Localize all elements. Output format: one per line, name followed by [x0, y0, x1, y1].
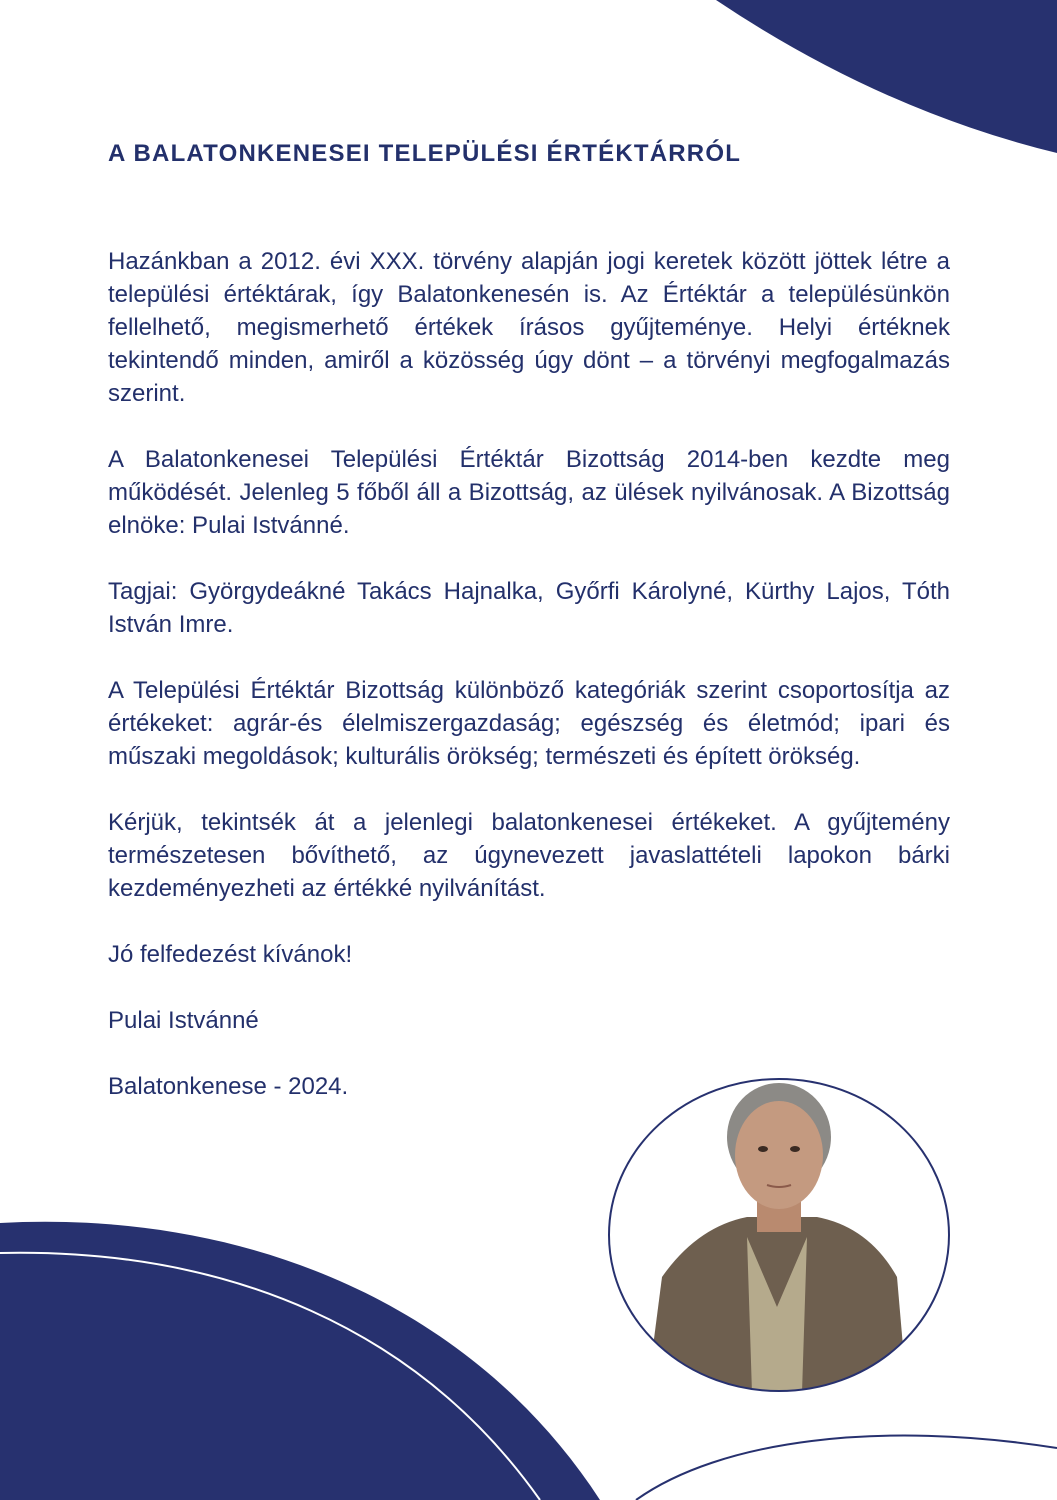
paragraph-intro: Hazánkban a 2012. évi XXX. törvény alapján jogi keretek között jöttek létre a települési értéktárak, így Balatonkenesén is. Az Értéktár a településünkön fellelhető, megismerhető értékek írásos gyűjteménye. Helyi értéknek tekintendő minden, amiről a közösség úgy dönt – a törvényi megfogalmazás szerint. — [108, 248, 950, 407]
closing-line: Jó felfedezést kívánok! — [108, 941, 353, 968]
signature: Pulai Istvánné — [108, 1007, 259, 1034]
place-date: Balatonkenese - 2024. — [108, 1073, 349, 1100]
paragraph-members: Tagjai: Györgydeákné Takács Hajnalka, Győrfi Károlyné, Kürthy Lajos, Tóth István Imre. — [108, 578, 950, 638]
document-body — [108, 245, 950, 1136]
paragraph-invitation: Kérjük, tekintsék át a jelenlegi balatonkenesei értékeket. A gyűjtemény természetesen bővíthető, az úgynevezett javaslattételi lapokon bárki kezdeményezheti az értékké nyilvánítást. — [108, 809, 950, 902]
page-title: A BALATONKENESEI TELEPÜLÉSI ÉRTÉKTÁRRÓL — [108, 140, 742, 167]
paragraph-categories: A Települési Értéktár Bizottság különböző kategóriák szerint csoportosítja az értékeket: agrár-és élelmiszergazdaság; egészség és életmód; ipari és műszaki megoldások; kulturális örökség; természeti és épített örökség. — [108, 677, 950, 770]
portrait-photo — [607, 1077, 951, 1393]
paragraph-committee: A Balatonkenesei Települési Értéktár Bizottság 2014-ben kezdte meg működését. Jelenleg 5 főből áll a Bizottság, az ülések nyilvánosak. A Bizottság elnöke: Pulai Istvánné. — [108, 446, 950, 539]
bottom-left-navy-shape — [0, 1222, 600, 1500]
bottom-right-line-arc — [636, 1436, 1057, 1500]
top-right-arc-shape — [716, 0, 1057, 153]
